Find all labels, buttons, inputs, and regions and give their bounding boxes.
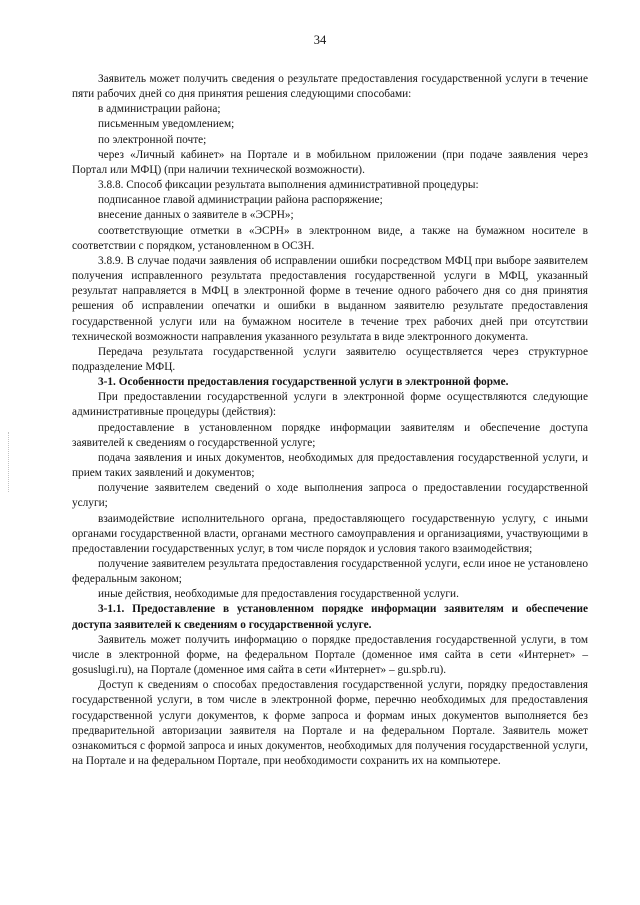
page-number: 34 <box>313 33 327 47</box>
paragraph: Заявитель может получить информацию о порядке предоставления государственной услуги, в том числе в электронной форме, на федеральном Портале (доменное имя сайта в сети «Интернет» – gosuslugi.ru), на Портале (доменное имя сайта в сети «Интернет» – gu.spb.ru). <box>72 633 588 677</box>
list-item: внесение данных о заявителе в «ЭСРН»; <box>98 209 294 222</box>
list-item: через «Личный кабинет» на Портале и в мобильном приложении (при подаче заявления через Портал или МФЦ) (при наличии технической возможности). <box>72 148 588 176</box>
paragraph: Передача результата государственной услуги заявителю осуществляется через структурное подразделение МФЦ. <box>72 345 588 373</box>
paragraph: Заявитель может получить сведения о результате предоставления государственной услуги в течение пяти рабочих дней со дня принятия решения следующими способами: <box>72 73 588 101</box>
section-clause: 3.8.8. Способ фиксации результата выполнения административной процедуры: <box>98 179 479 192</box>
subsection-heading: 3-1.1. Предоставление в установленном порядке информации заявителям и обеспечение доступа заявителей к сведениям о государственной услуге. <box>72 603 588 631</box>
list-item: получение заявителем сведений о ходе выполнения запроса о предоставлении государственной услуги; <box>72 482 588 510</box>
section-heading: 3-1. Особенности предоставления государственной услуги в электронной форме. <box>98 376 509 389</box>
list-item: подача заявления и иных документов, необходимых для предоставления государственной услуги, и прием таких заявлений и документов; <box>72 451 588 480</box>
list-item: подписанное главой администрации района распоряжение; <box>98 194 383 207</box>
document-body <box>72 72 588 769</box>
list-item: по электронной почте; <box>98 133 207 146</box>
paragraph: При предоставлении государственной услуги в электронной форме осуществляются следующие административные процедуры (действия): <box>72 391 588 419</box>
list-item: в администрации района; <box>98 103 221 116</box>
list-item: соответствующие отметки в «ЭСРН» в электронном виде, а также на бумажном носителе в соответствии с порядком, установленном в ОСЗН. <box>72 224 588 252</box>
list-item: письменным уведомлением; <box>98 118 235 131</box>
scan-margin-marks <box>8 432 11 492</box>
list-item: иные действия, необходимые для предоставления государственной услуги. <box>98 588 459 601</box>
list-item: взаимодействие исполнительного органа, предоставляющего государственную услугу, с иными органами государственной власти, органами местного самоуправления и организациями, участвующими в предоставлении государственных услуг, в том числе порядок и условия такого взаимодействия; <box>72 512 588 555</box>
list-item: получение заявителем результата предоставления государственной услуги, если иное не установлено федеральным законом; <box>72 558 588 586</box>
section-clause: 3.8.9. В случае подачи заявления об исправлении ошибки посредством МФЦ при выборе заявителем получения исправленного результата предоставления государственной услуги в МФЦ, указанный результат направляется в МФЦ в электронной форме в течение одного рабочего дня со дня принятия решения об исправлении опечатки и ошибки в выданном заявителю результате предоставления государственной услуги или на бумажном носителе в течение трех рабочих дней при отсутствии технической возможности направления указанного результата в виде электронного документа. <box>72 254 588 343</box>
list-item: предоставление в установленном порядке информации заявителям и обеспечение доступа заявителей к сведениям о государственной услуге; <box>72 421 588 449</box>
paragraph: Доступ к сведениям о способах предоставления государственной услуги, порядку предоставления государственной услуги, в том числе в электронной форме, перечню необходимых для предоставления государственной услуги документов, к форме запроса и формам иных документов выполняется без предварительной авторизации заявителя на Портале и на федеральном Портале. Заявитель может ознакомиться с формой запроса и иных документов, необходимых для получения государственной услуги, на Портале и на федеральном Портале, при необходимости сохранить их на компьютере. <box>72 679 588 768</box>
